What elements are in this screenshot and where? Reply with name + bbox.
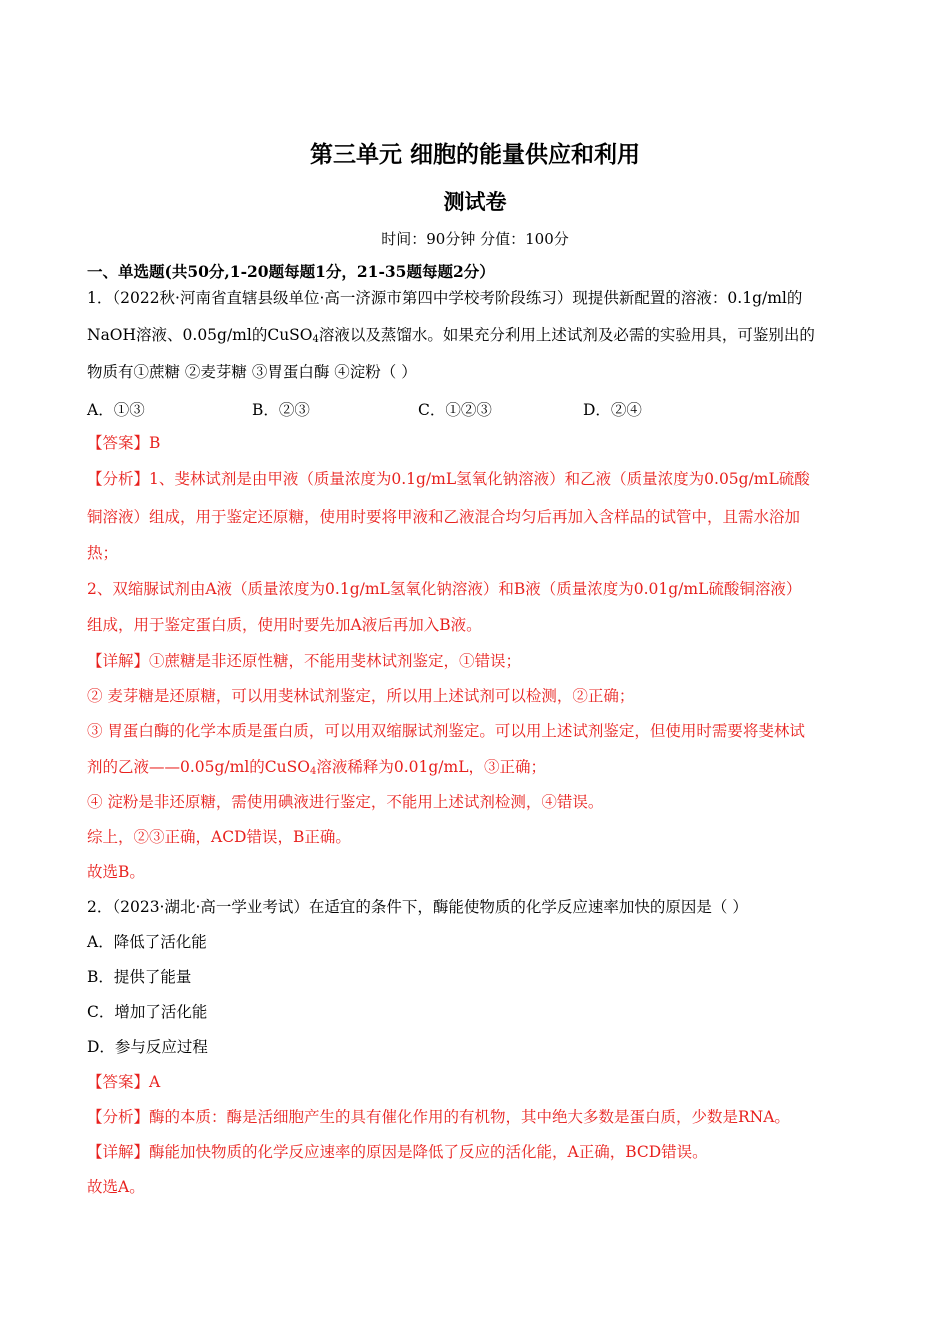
q1-detail-line1: 【详解】①蔗糖是非还原性糖，不能用斐林试剂鉴定，①错误； — [87, 652, 522, 670]
q1-analysis-line4: 2、双缩脲试剂由A液（质量浓度为0.1g/mL氢氧化钠溶液）和B液（质量浓度为0.01g/mL硫酸铜溶液） — [87, 580, 802, 598]
q1-stem-line3: 物质有①蔗糖 ②麦芽糖 ③胃蛋白酶 ④淀粉（ ） — [87, 363, 417, 381]
q1-stem-line2 — [87, 325, 864, 350]
exam-meta: 时间：90分钟 分值：100分 — [381, 230, 569, 248]
q1-stem-line2-b: 溶液以及蒸馏水。如果充分利用上述试剂及必需的实验用具，可鉴别出的 — [318, 326, 815, 344]
q1-detail-line4-a: 剂的乙液——0.05g/ml的CuSO — [87, 758, 310, 776]
q1-analysis-line1: 【分析】1、斐林试剂是由甲液（质量浓度为0.1g/mL氢氧化钠溶液）和乙液（质量浓度为0.05g/mL硫酸 — [87, 470, 810, 488]
q1-detail-line3: ③ 胃蛋白酶的化学本质是蛋白质，可以用双缩脲试剂鉴定。可以用上述试剂鉴定，但使用时需要将斐林试 — [87, 722, 805, 740]
document-title: 第三单元 细胞的能量供应和利用 — [309, 141, 640, 168]
q1-detail-line2: ② 麦芽糖是还原糖，可以用斐林试剂鉴定，所以用上述试剂可以检测，②正确； — [87, 687, 635, 705]
q2-option-d: D．参与反应过程 — [87, 1038, 208, 1056]
q2-conclusion: 故选A。 — [87, 1178, 145, 1196]
q1-detail-line4 — [87, 757, 864, 782]
q1-answer: 【答案】B — [87, 434, 161, 452]
q1-option-b: B．②③ — [252, 401, 310, 419]
q1-detail-line4-b: 溶液稀释为0.01g/mL，③正确； — [316, 758, 547, 776]
section-heading: 一、单选题(共50分,1-20题每题1分，21-35题每题2分） — [87, 262, 495, 281]
q1-analysis-line2: 铜溶液）组成，用于鉴定还原糖，使用时要将甲液和乙液混合均匀后再加入含样品的试管中，且需水浴加 — [87, 508, 801, 526]
q2-option-b: B．提供了能量 — [87, 968, 192, 986]
q2-answer: 【答案】A — [87, 1073, 161, 1091]
q1-detail-subscript: 4 — [309, 766, 317, 777]
q1-option-d: D．②④ — [583, 401, 642, 419]
q1-stem-line1: 1．（2022秋·河南省直辖县级单位·高一济源市第四中学校考阶段练习）现提供新配置的溶液：0.1g/ml的 — [87, 289, 803, 307]
q1-subscript: 4 — [312, 334, 319, 345]
q1-analysis-line3: 热； — [87, 544, 119, 562]
q2-detail: 【详解】酶能加快物质的化学反应速率的原因是降低了反应的活化能，A正确，BCD错误。 — [87, 1143, 708, 1161]
q1-analysis-line5: 组成，用于鉴定蛋白质，使用时要先加A液后再加入B液。 — [87, 616, 482, 634]
q1-option-a: A．①③ — [87, 401, 145, 419]
q2-option-c: C．增加了活化能 — [87, 1003, 208, 1021]
q1-stem-line2-a: NaOH溶液、0.05g/ml的CuSO — [87, 326, 313, 344]
q1-detail-line5: ④ 淀粉是非还原糖，需使用碘液进行鉴定，不能用上述试剂检测，④错误。 — [87, 793, 604, 811]
q1-detail-line6: 综上，②③正确，ACD错误，B正确。 — [87, 828, 351, 846]
document-subtitle: 测试卷 — [443, 189, 507, 214]
q1-option-c: C．①②③ — [418, 401, 492, 419]
q2-analysis: 【分析】酶的本质：酶是活细胞产生的具有催化作用的有机物，其中绝大多数是蛋白质，少数是RNA。 — [87, 1108, 790, 1126]
q2-stem: 2．（2023·湖北·高一学业考试）在适宜的条件下，酶能使物质的化学反应速率加快的原因是（ ） — [87, 898, 748, 916]
q2-option-a: A．降低了活化能 — [87, 933, 207, 951]
q1-detail-line7: 故选B。 — [87, 863, 145, 881]
